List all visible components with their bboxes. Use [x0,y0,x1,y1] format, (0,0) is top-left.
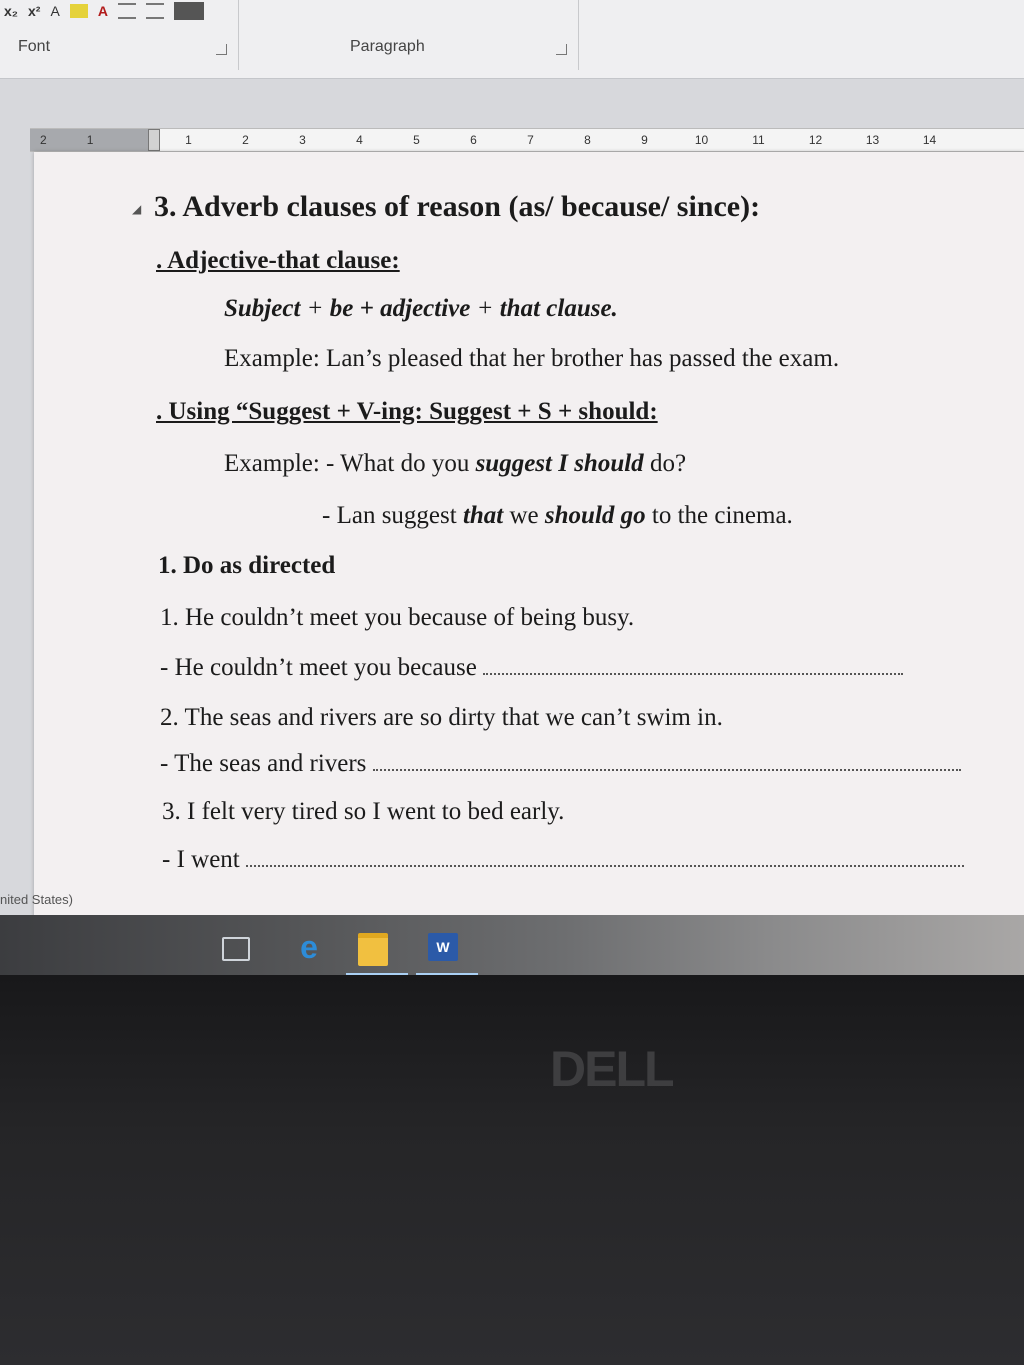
align-right-button[interactable] [146,3,164,19]
formula-part: Subject [224,295,301,322]
superscript-button[interactable]: x² [28,3,41,19]
status-language[interactable]: nited States) [0,892,73,907]
paragraph-group-label: Paragraph [350,38,425,55]
ruler-tick: 7 [527,133,534,147]
formula-part: that clause. [499,295,618,322]
subsection-title: . Using “Suggest + V-ing: Suggest + S + should: [156,398,658,425]
exercise-answer-line[interactable] [160,750,961,778]
ruler-tick: 3 [299,133,306,147]
example-line [322,502,793,530]
ribbon-separator [578,0,579,70]
highlight-color-button[interactable] [70,4,88,18]
word-letter: W [436,939,450,955]
example-line [224,450,686,478]
example-emphasis: should go [544,502,646,529]
ruler-margin [30,129,148,151]
exercise-question: 2. The seas and rivers are so dirty that we can’t swim in. [160,704,723,731]
word-ribbon [0,0,1024,79]
example-text: to the cinema. [645,502,793,529]
example-text: - Lan suggest [322,502,463,529]
paragraph-dialog-launcher-icon[interactable] [556,44,567,55]
indent-marker-icon[interactable] [148,129,160,151]
ruler-mark: 2 [40,133,47,147]
example-emphasis: that [462,502,504,529]
ruler-tick: 13 [865,133,880,147]
ruler-tick: 9 [641,133,648,147]
ruler-tick: 12 [808,133,823,147]
ruler-mark: 1 [86,133,94,147]
example-text: we [503,502,545,529]
collapse-heading-icon[interactable]: ◢ [132,202,142,216]
exercise-title: 1. Do as directed [158,552,336,579]
font-dialog-launcher-icon[interactable] [216,44,227,55]
font-color-button[interactable]: A [97,3,108,19]
monitor-bezel [0,975,1024,1365]
answer-blank[interactable] [373,751,961,771]
exercise-question: 1. He couldn’t meet you because of being busy. [160,604,635,631]
exercise-answer-line[interactable] [162,846,964,874]
taskbar [0,915,1024,975]
answer-prompt: - He couldn’t meet you because [160,654,477,681]
example-text: do? [643,450,687,477]
text-effects-button[interactable]: A [50,3,60,19]
ruler-tick: 4 [356,133,363,147]
ruler-tick: 1 [185,133,192,147]
ruler-tick: 6 [470,133,477,147]
formula-part: + [470,295,500,322]
example-text: Example: - What do you [224,450,476,477]
font-toolbar [0,0,204,22]
ruler-tick: 8 [584,133,591,147]
task-view-icon[interactable] [222,937,250,961]
ruler-tick: 2 [242,133,249,147]
font-group-label: Font [18,38,51,55]
document-page[interactable] [34,152,1024,940]
subscript-button[interactable]: x₂ [4,3,19,19]
answer-prompt: - The seas and rivers [160,750,367,777]
ruler-tick: 5 [413,133,420,147]
answer-blank[interactable] [483,655,903,675]
file-explorer-icon[interactable] [358,933,388,966]
exercise-question: 3. I felt very tired so I went to bed early. [162,798,565,825]
horizontal-ruler[interactable] [30,128,1024,152]
formula-part: + [300,295,330,322]
section-heading: 3. Adverb clauses of reason (as/ because/ since): [154,190,761,223]
answer-blank[interactable] [246,847,964,867]
ruler-tick: 11 [752,133,765,147]
answer-prompt: - I went [162,846,240,873]
ruler-tick: 10 [694,133,709,147]
align-center-button[interactable] [118,3,136,19]
example-emphasis: suggest I should [475,450,644,477]
formula-line [224,295,618,323]
dell-logo: DELL [550,1041,673,1097]
exercise-answer-line[interactable] [160,654,903,682]
formula-part: be + adjective [329,295,471,322]
subsection-title: . Adjective-that clause: [156,247,400,274]
shading-button[interactable] [174,2,204,20]
ruler-ticks [160,133,1024,147]
edge-icon[interactable]: e [300,929,318,965]
example-line: Example: Lan’s pleased that her brother has passed the exam. [224,345,840,372]
word-icon[interactable] [428,933,458,961]
ruler-tick: 14 [922,133,937,147]
ribbon-separator [238,0,239,70]
